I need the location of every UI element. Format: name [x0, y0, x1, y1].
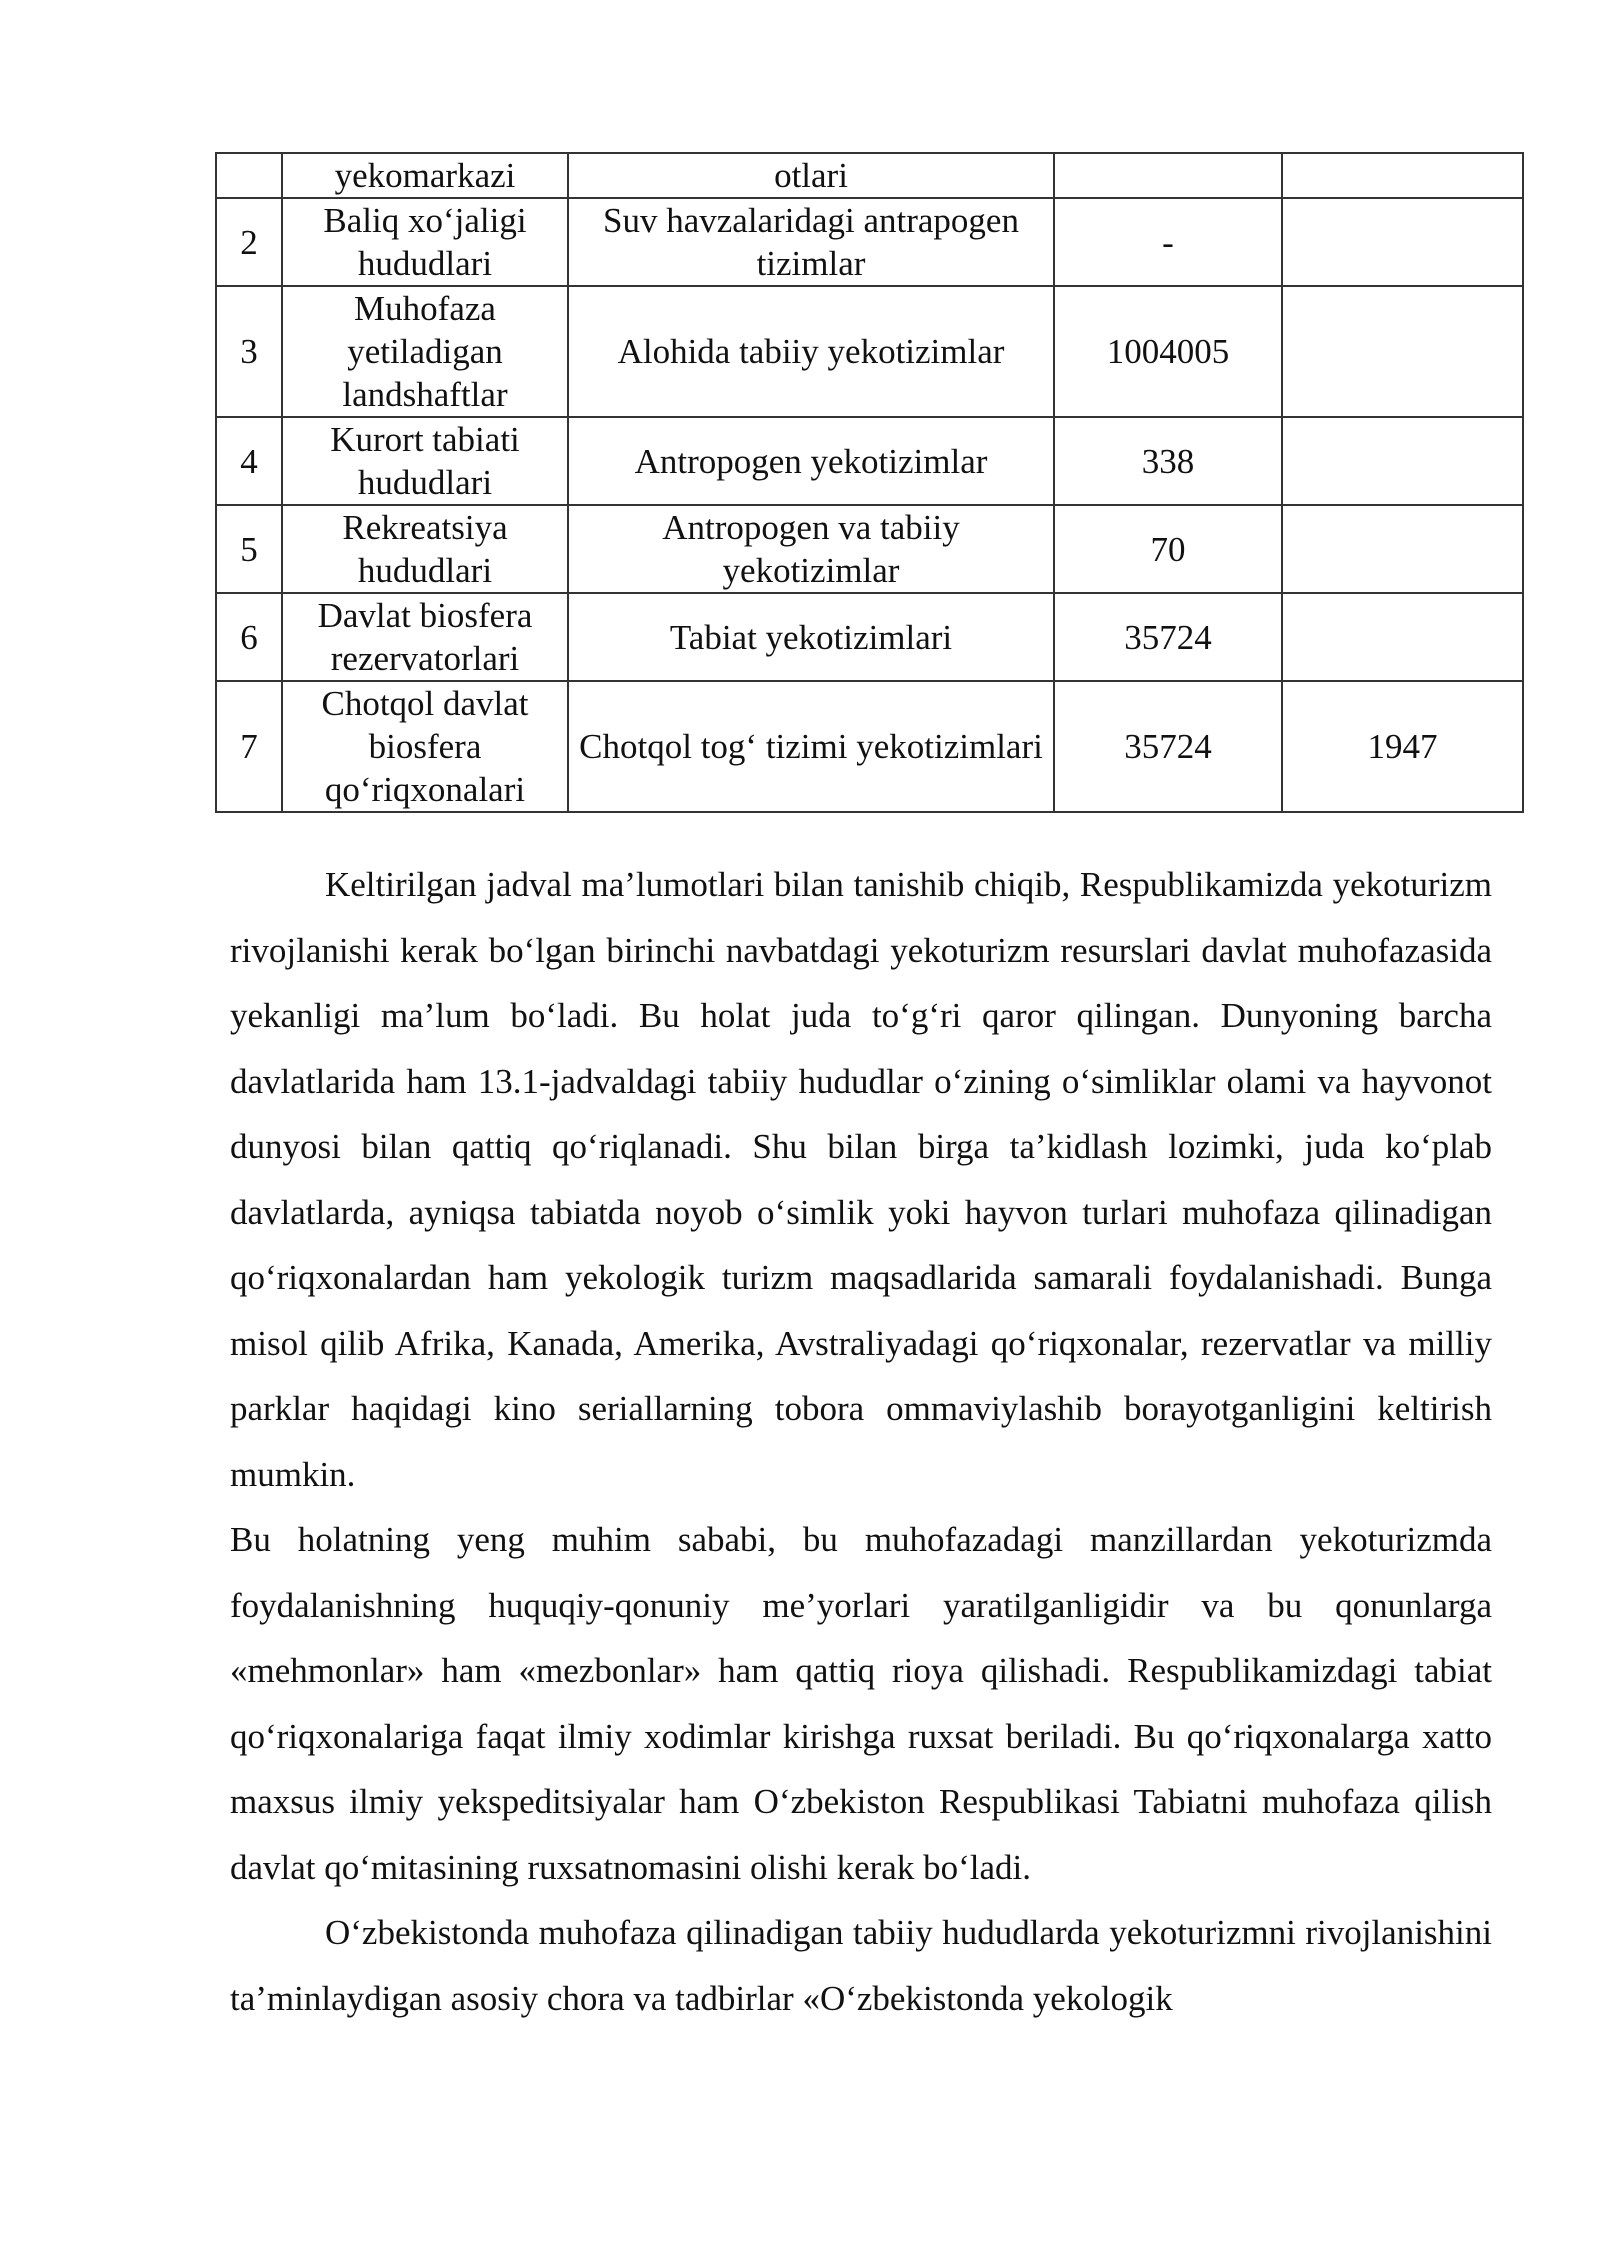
- row-number-cell: [216, 153, 282, 198]
- row-number-cell: 7: [216, 681, 282, 812]
- row-number-cell: 4: [216, 417, 282, 505]
- row-number-cell: 5: [216, 505, 282, 593]
- area-name-cell: Rekreatsiya hududlari: [282, 505, 568, 593]
- table-row: [216, 505, 1523, 593]
- year-cell: [1282, 593, 1523, 681]
- area-size-cell: 35724: [1054, 681, 1282, 812]
- area-size-cell: [1054, 153, 1282, 198]
- ecosystem-type-cell: Chotqol tog‘ tizimi yekotizimlari: [568, 681, 1054, 812]
- area-size-cell: 70: [1054, 505, 1282, 593]
- ecosystem-type-cell: Suv havzalaridagi antrapogen tizimlar: [568, 198, 1054, 286]
- area-name-cell: Baliq xo‘jaligi hududlari: [282, 198, 568, 286]
- year-cell: [1282, 198, 1523, 286]
- row-number-cell: 6: [216, 593, 282, 681]
- ecosystem-type-cell: Alohida tabiiy yekotizimlar: [568, 286, 1054, 417]
- protected-areas-table: [215, 152, 1524, 813]
- ecosystem-type-cell: Tabiat yekotizimlari: [568, 593, 1054, 681]
- table-row: [216, 286, 1523, 417]
- row-number-cell: 3: [216, 286, 282, 417]
- table-row: [216, 681, 1523, 812]
- area-name-cell: Kurort tabiati hududlari: [282, 417, 568, 505]
- year-cell: [1282, 417, 1523, 505]
- area-size-cell: 1004005: [1054, 286, 1282, 417]
- table-row: [216, 417, 1523, 505]
- paragraph: O‘zbekistonda muhofaza qilinadigan tabiiy hududlarda yekoturizmni rivojlanishini ta’minlaydigan asosiy chora va tadbirlar «O‘zbekistonda yekologik: [230, 1913, 1492, 2018]
- year-cell: [1282, 286, 1523, 417]
- paragraph: Bu holatning yeng muhim sababi, bu muhofazadagi manzillardan yekoturizmda foydalanishning huquqiy-qonuniy me’yorlari yaratilganligidir va bu qonunlarga «mehmonlar» ham «mezbonlar» ham qattiq rioya qilishadi. Respublikamizdagi tabiat qo‘riqxonalariga faqat ilmiy xodimlar kirishga ruxsat beriladi. Bu qo‘riqxonalarga xatto maxsus ilmiy yekspeditsiyalar ham O‘zbekiston Respublikasi Tabiatni muhofaza qilish davlat qo‘mitasining ruxsatnomasini olishi kerak bo‘ladi.: [230, 1520, 1492, 1887]
- area-size-cell: 35724: [1054, 593, 1282, 681]
- table-row: [216, 593, 1523, 681]
- ecosystem-type-cell: Antropogen va tabiiy yekotizimlar: [568, 505, 1054, 593]
- area-size-cell: 338: [1054, 417, 1282, 505]
- area-name-cell: Chotqol davlat biosfera qo‘riqxonalari: [282, 681, 568, 812]
- table-row: [216, 198, 1523, 286]
- row-number-cell: 2: [216, 198, 282, 286]
- paragraph: Keltirilgan jadval ma’lumotlari bilan tanishib chiqib, Respublikamizda yekoturizm rivojlanishi kerak bo‘lgan birinchi navbatdagi yekoturizm resurslari davlat muhofazasida yekanligi ma’lum bo‘ladi. Bu holat juda to‘g‘ri qaror qilingan. Dunyoning barcha davlatlarida ham 13.1-jadvaldagi tabiiy hududlar o‘zining o‘simliklar olami va hayvonot dunyosi bilan qattiq qo‘riqlanadi. Shu bilan birga ta’kidlash lozimki, juda ko‘plab davlatlarda, ayniqsa tabiatda noyob o‘simlik yoki hayvon turlari muhofaza qilinadigan qo‘riqxonalardan ham yekologik turizm maqsadlarida samarali foydalanishadi. Bunga misol qilib Afrika, Kanada, Amerika, Avstraliyadagi qo‘riqxonalar, rezervatlar va milliy parklar haqidagi kino seriallarning tobora ommaviylashib borayotganligini keltirish mumkin.: [230, 865, 1492, 1494]
- body-text: [230, 852, 1492, 2031]
- year-cell: [1282, 153, 1523, 198]
- ecosystem-type-cell: otlari: [568, 153, 1054, 198]
- year-cell: 1947: [1282, 681, 1523, 812]
- year-cell: [1282, 505, 1523, 593]
- ecosystem-type-cell: Antropogen yekotizimlar: [568, 417, 1054, 505]
- area-name-cell: yekomarkazi: [282, 153, 568, 198]
- area-name-cell: Davlat biosfera rezervatorlari: [282, 593, 568, 681]
- area-name-cell: Muhofaza yetiladigan landshaftlar: [282, 286, 568, 417]
- area-size-cell: -: [1054, 198, 1282, 286]
- table-row: [216, 153, 1523, 198]
